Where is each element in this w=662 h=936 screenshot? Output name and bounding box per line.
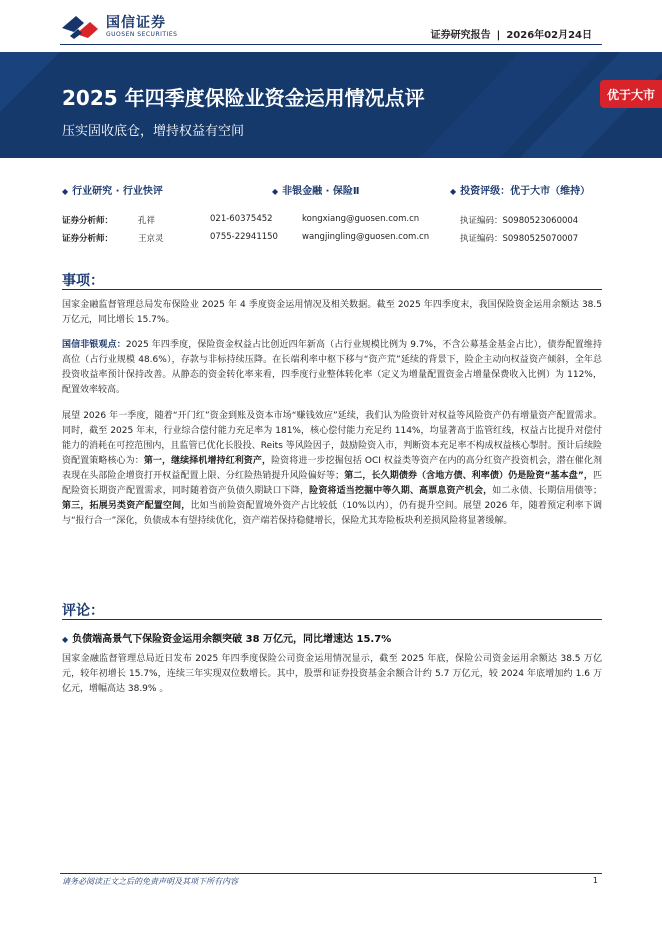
analyst-row	[62, 232, 602, 244]
report-category: ◆ 行业研究 · 行业快评	[62, 186, 163, 197]
paragraph-intro: 国家金融监督管理总局发布保险业 2025 年 4 季度资金运用情况及相关数据。截至 2025 年四季度末，我国保险资金运用余额达 38.5 万亿元，同比增长 15.7%。	[62, 300, 602, 325]
analyst-label: 证券分析师：	[62, 216, 114, 226]
analyst-name: 孔祥	[138, 216, 156, 226]
paragraph-comment: 国家金融监督管理总局近日发布 2025 年四季度保险公司资金运用情况显示，截至 2025 年底，保险公司资金运用余额达 38.5 万亿元，较年初增长 15.7%，连续三年实现双位数增长。其中，股票和证券投资基金余额合计约 5.7 万亿元，较 2024 年底增加约 1.6 万亿元，增幅高达 38.9% 。	[62, 654, 602, 694]
diamond-icon: ◆	[272, 187, 279, 196]
section-heading-matters: 事项：	[62, 273, 104, 289]
report-date: 2026年02月24日	[506, 30, 592, 41]
analyst-cert: 执证编码：S0980525070007	[460, 234, 579, 244]
section-divider	[62, 289, 602, 290]
strategy-one: 第一，继续择机增持红利资产，	[143, 456, 272, 466]
strategy-three: 第三，拓展另类资产配置空间，	[62, 501, 191, 511]
footer-divider	[60, 873, 602, 874]
report-title: 2025 年四季度保险业资金运用情况点评	[62, 86, 425, 110]
diamond-icon: ◆	[450, 187, 457, 196]
paragraph-outlook: 展望 2026 年一季度，随着“开门红”资金到账及资本市场“赚钱效应”延续，我们认为险资针对权益等风险资产仍有增量资产配置需求。同时，截至 2025 年末，行业综合偿付能力充足率为 181%，核心偿付能力充足约 114%，均显著高于监管红线，权益占比提升对偿付能力的消耗在可控范围内，且监管已优化长股投、Reits 等风险因子，鼓励险资入市，判断资本充足率不构成权益核心掣肘。预计后续险资配置策略核心为：第一，继续择机增持红利资产，险资将进一步挖掘包括 OCI 权益类等资产在内的高分红资产投资机会，潜在催化剂表现在头部险企增资打开权益配置上限、分红险热销提升风险偏好等；第二，长久期债券（含地方债、利率债）仍是险资“基本盘”，匹配险资长期资产配置需求，同时随着资产负债久期缺口下降，险资将适当挖掘中等久期、高票息资产机会，如二永债、长期信用债等；第三，拓展另类资产配置空间，比如当前险资配置境外资产占比较低（10%以内），仍有提升空间。展望 2026 年，随着预定利率下调与“报行合一”深化，负债成本有望持续优化，资产端若保持稳健增长，保险尤其寿险板块利差损风险将显著缓解。	[62, 411, 602, 526]
logo-name-en: GUOSEN SECURITIES	[106, 31, 178, 38]
report-subtitle: 压实固收底仓，增持权益有空间	[62, 124, 245, 139]
classification-row	[62, 182, 602, 196]
report-type: 证券研究报告	[430, 30, 491, 41]
analyst-cert: 执证编码：S0980523060004	[460, 216, 579, 226]
logo-name-cn: 国信证券	[106, 15, 166, 31]
header-separator: |	[496, 30, 501, 41]
view-text: 2025 年四季度，保险资金权益占比创近四年新高（占行业规模比例为 9.7%，不含公募基金基金占比），债券配置维持高位（占行业规模 48.6%），存款与非标持续压降。在长端利率中枢下移与“资产荒”延续的背景下，险企主动向权益资产倾斜，全年总投资收益率预计保持改善。从静态的资金转化率来看，四季度行业整体转化率（定义为增量配置资金占增量保费收入比例）为 112%，配置效率较高。	[62, 340, 602, 395]
diamond-icon: ◆	[62, 187, 69, 196]
page-number: 1	[592, 876, 598, 885]
comment-bullet: ◆ 负债端高景气下保险资金运用余额突破 38 万亿元，同比增速达 15.7%	[62, 634, 392, 645]
report-meta	[431, 26, 592, 41]
rating-tag: 优于大市	[600, 80, 662, 108]
analyst-email[interactable]: wangjingling@guosen.com.cn	[302, 232, 430, 242]
analyst-row	[62, 214, 602, 226]
strategy-two: 第二，长久期债券（含地方债、利率债）仍是险资“基本盘”，	[344, 471, 593, 481]
paragraph-view	[62, 338, 602, 398]
analyst-phone: 021-60375452	[210, 214, 273, 224]
guosen-logo	[60, 14, 177, 40]
section-heading-comment: 评论：	[62, 603, 104, 619]
section-divider	[62, 619, 602, 620]
strategy-two-detail: 险资将适当挖掘中等久期、高票息资产机会，	[309, 486, 493, 496]
disclaimer-note: 请务必阅读正文之后的免责声明及其项下所有内容	[62, 877, 238, 886]
title-banner	[0, 52, 662, 158]
analyst-label: 证券分析师：	[62, 234, 114, 244]
investment-rating: ◆ 投资评级：优于大市（维持）	[450, 186, 591, 197]
analyst-name: 王京灵	[138, 234, 164, 244]
report-header	[0, 0, 662, 50]
diamond-icon: ◆	[62, 635, 69, 644]
guosen-logo-icon	[60, 14, 100, 40]
report-sector: ◆ 非银金融 · 保险Ⅱ	[272, 186, 360, 197]
analyst-phone: 0755-22941150	[210, 232, 278, 242]
header-divider	[60, 44, 602, 45]
analyst-email[interactable]: kongxiang@guosen.com.cn	[302, 214, 420, 224]
view-lead: 国信非银观点：	[62, 340, 126, 350]
